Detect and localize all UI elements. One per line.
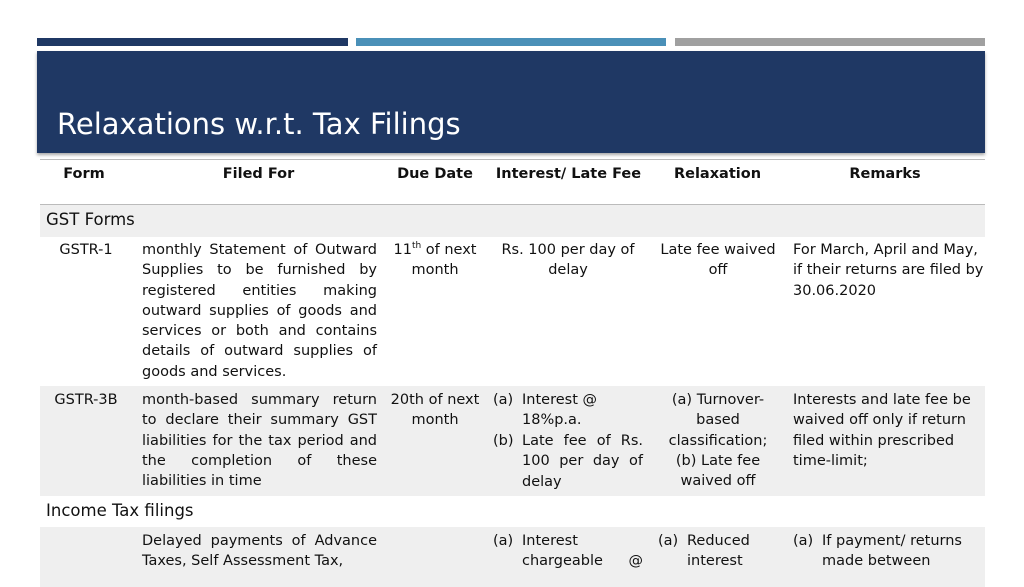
table-row-income bbox=[40, 527, 985, 587]
title-banner bbox=[37, 51, 985, 153]
cell-relaxation-gstr3b: (a) Turnover-based classification; (b) Late fee waived off bbox=[668, 392, 768, 490]
cell-due-date-gstr1: 11th of next month bbox=[393, 241, 477, 279]
section-label-income: Income Tax filings bbox=[46, 501, 194, 520]
cell-remarks-gstr1: For March, April and May, if their returns are filed by 30.06.2020 bbox=[793, 242, 984, 299]
col-header-form: Form bbox=[63, 166, 105, 182]
cell-remarks-gstr3b: Interests and late fee be waived off only if return filed within prescribed time-limit; bbox=[793, 392, 971, 469]
interest-item-b bbox=[493, 431, 645, 493]
cell-form-gstr1: GSTR-1 bbox=[59, 242, 113, 258]
accent-bar-gray bbox=[675, 38, 985, 46]
interest-item-a bbox=[493, 390, 645, 431]
section-label-gst: GST Forms bbox=[46, 210, 135, 229]
interest-item-income bbox=[493, 531, 645, 576]
list-text: Interest chargeable @ bbox=[522, 533, 643, 570]
list-text: Late fee of Rs. 100 per day of delay bbox=[522, 433, 643, 490]
col-header-due-date: Due Date bbox=[397, 166, 473, 182]
list-marker: (a) bbox=[493, 533, 514, 549]
cell-interest-gstr1: Rs. 100 per day of delay bbox=[501, 242, 635, 279]
remarks-item-income bbox=[793, 531, 973, 576]
list-marker: (a) bbox=[493, 392, 514, 408]
table-row-gstr3b bbox=[40, 386, 985, 496]
cell-form-gstr3b: GSTR-3B bbox=[54, 392, 118, 408]
col-header-filed-for: Filed For bbox=[222, 166, 295, 182]
relaxation-item-income bbox=[658, 531, 783, 576]
list-marker: (a) bbox=[793, 533, 814, 549]
list-text: Interest @ 18%p.a. bbox=[522, 392, 597, 429]
accent-bar-blue bbox=[356, 38, 666, 46]
list-text: Reduced interest bbox=[687, 533, 750, 570]
cell-filed-for-income: Delayed payments of Advance Taxes, Self Assessment Tax, bbox=[142, 533, 377, 570]
section-row-income bbox=[40, 497, 985, 527]
cell-due-date-gstr3b: 20th of next month bbox=[390, 392, 480, 429]
cell-filed-for-gstr1: monthly Statement of Outward Supplies to be furnished by registered entities making outward supplies of goods and services or both and contains details of outward supplies of goods and services. bbox=[142, 242, 377, 380]
section-row-gst bbox=[40, 205, 985, 237]
col-header-remarks: Remarks bbox=[849, 166, 921, 182]
slide-title: Relaxations w.r.t. Tax Filings bbox=[57, 107, 461, 141]
col-header-relaxation: Relaxation bbox=[673, 166, 762, 182]
table-row-gstr1 bbox=[40, 240, 985, 385]
list-marker: (b) bbox=[493, 433, 514, 449]
col-header-interest: Interest/ Late Fee bbox=[495, 166, 642, 182]
accent-bar-navy bbox=[37, 38, 348, 46]
cell-filed-for-gstr3b: month-based summary return to declare their summary GST liabilities for the tax period and the completion of these liabilities in time bbox=[142, 392, 377, 490]
list-marker: (a) bbox=[658, 533, 679, 549]
cell-relaxation-gstr1: Late fee waived off bbox=[660, 242, 776, 279]
table-header-row bbox=[40, 160, 985, 204]
list-text: If payment/ returns made between bbox=[822, 533, 962, 570]
